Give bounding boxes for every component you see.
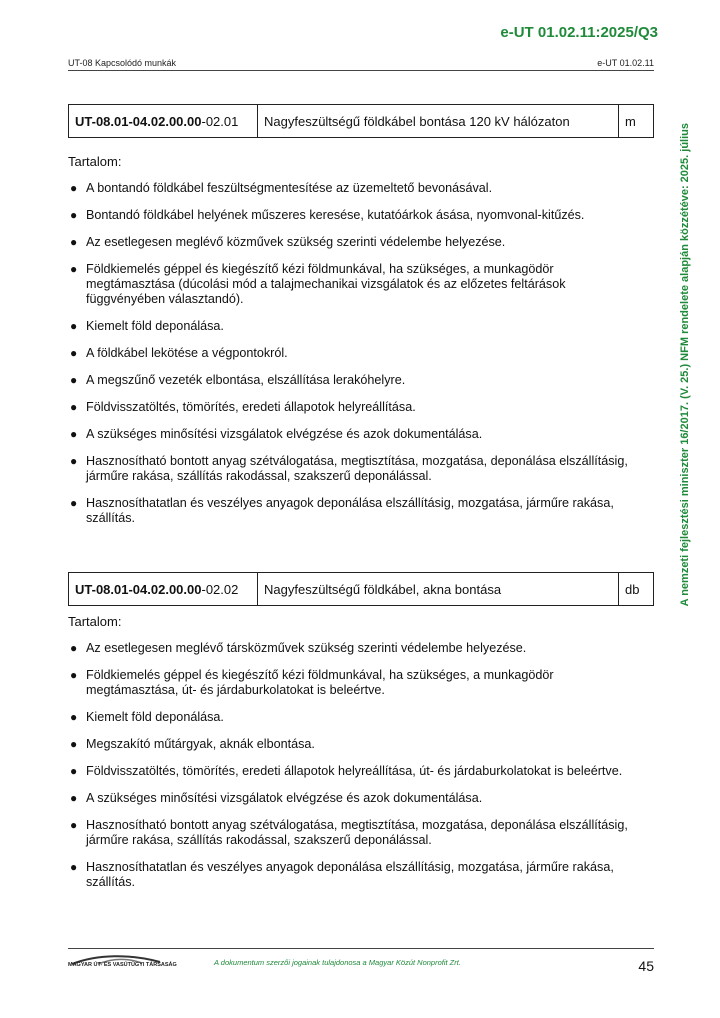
item-code [69,105,258,138]
list-item [68,791,628,806]
list-item-text: Bontandó földkábel helyének műszeres keresése, kutatóárkok ásása, nyomvonal-kitűzés. [86,208,585,222]
list-item-text: Az esetlegesen meglévő társközművek szükség szerinti védelembe helyezése. [86,641,527,655]
list-item-text: Hasznosíthatatlan és veszélyes anyagok deponálása elszállításig, mozgatása, járműre rakása, szállítás. [86,496,614,525]
doc-code: e-UT 01.02.11:2025/Q3 [500,24,658,41]
list-item [68,641,628,656]
list-item-text: Kiemelt föld deponálása. [86,710,224,724]
bullet-icon: ● [70,235,78,249]
bullet-icon: ● [70,427,78,441]
item-title: Nagyfeszültségű földkábel bontása 120 kV hálózaton [258,105,619,138]
bullet-icon: ● [70,710,78,724]
list-item [68,818,628,848]
bullet-icon: ● [70,791,78,805]
list-item-text: Az esetlegesen meglévő közművek szükség szerinti védelembe helyezése. [86,235,506,249]
list-item-text: A megszűnő vezeték elbontása, elszállítása lerakóhelyre. [86,373,406,387]
side-note [670,100,700,630]
list-item-text: Földvisszatöltés, tömörítés, eredeti állapotok helyreállítása, út- és járdaburkolatokat is beleértve. [86,764,623,778]
item-table-2 [68,572,654,606]
list-item-text: A bontandó földkábel feszültségmentesítése az üzemeltető bevonásával. [86,181,493,195]
header-divider [68,70,654,71]
item-code [69,573,258,606]
list-item [68,427,628,442]
bullet-icon: ● [70,373,78,387]
list-item [68,496,628,526]
item-code-suffix: -02.01 [201,113,239,129]
list-item [68,454,628,484]
page-number: 45 [638,958,654,974]
bullet-icon: ● [70,346,78,360]
list-item [68,235,628,250]
bullet-icon: ● [70,319,78,333]
doc-reference: e-UT 01.02.11 [597,58,654,68]
list-item-text: A földkábel lekötése a végpontokról. [86,346,288,360]
bullet-icon: ● [70,454,78,468]
content-label: Tartalom: [68,154,122,169]
list-item-text: Hasznosítható bontott anyag szétválogatása, megtisztítása, mozgatása, deponálása elszállításig, járműre rakása, szállítás rakodással, szakszerű deponálással. [86,818,628,847]
list-item-text: Földkiemelés géppel és kiegészítő kézi földmunkával, ha szükséges, a munkagödör megtámasztása (dúcolási mód a talajmechanikai vizsgálatok és az előzetes feltárások függvényében választandó). [86,262,566,306]
list-item-text: A szükséges minősítési vizsgálatok elvégzése és azok dokumentálása. [86,427,483,441]
list-item-text: Megszakító műtárgyak, aknák elbontása. [86,737,315,751]
list-item [68,262,628,307]
list-item [68,319,628,334]
bullet-icon: ● [70,668,78,682]
list-item [68,668,628,698]
list-item [68,710,628,725]
list-item-text: A szükséges minősítési vizsgálatok elvégzése és azok dokumentálása. [86,791,483,805]
item-code-bold: UT-08.01-04.02.00.00 [75,581,202,597]
item-unit: db [619,573,654,606]
bullet-icon: ● [70,860,78,874]
list-item-text: Földvisszatöltés, tömörítés, eredeti állapotok helyreállítása. [86,400,416,414]
bullet-icon: ● [70,737,78,751]
list-item-text: Hasznosíthatatlan és veszélyes anyagok deponálása elszállításig, mozgatása, járműre rakása, szállítás. [86,860,614,889]
item-table-1 [68,104,654,138]
content-list-1 [68,181,628,538]
content-list-2 [68,641,628,902]
bullet-icon: ● [70,764,78,778]
bullet-icon: ● [70,208,78,222]
content-label: Tartalom: [68,614,122,629]
list-item [68,346,628,361]
chapter-heading: UT-08 Kapcsolódó munkák [68,58,177,68]
list-item-text: Kiemelt föld deponálása. [86,319,224,333]
side-note-text: A nemzeti fejlesztési miniszter 16/2017. (V. 25.) NFM rendelete alapján közzétéve: 2025. július [679,123,691,607]
list-item [68,181,628,196]
list-item [68,764,628,779]
copyright-notice: A dokumentum szerzői jogainak tulajdonosa a Magyar Közút Nonprofit Zrt. [214,958,461,967]
list-item [68,860,628,890]
organization-logo-text: MAGYAR ÚT- ÉS VASÚTÜGYI TÁRSASÁG [68,962,177,968]
list-item [68,208,628,223]
bullet-icon: ● [70,400,78,414]
bullet-icon: ● [70,181,78,195]
item-title: Nagyfeszültségű földkábel, akna bontása [258,573,619,606]
list-item [68,373,628,388]
bullet-icon: ● [70,496,78,510]
bullet-icon: ● [70,818,78,832]
list-item [68,400,628,415]
bullet-icon: ● [70,262,78,276]
item-unit: m [619,105,654,138]
list-item-text: Földkiemelés géppel és kiegészítő kézi földmunkával, ha szükséges, a munkagödör megtámasztása, út- és járdaburkolatokat is beleértve. [86,668,554,697]
bullet-icon: ● [70,641,78,655]
item-code-bold: UT-08.01-04.02.00.00 [75,113,202,129]
item-code-suffix: -02.02 [201,581,239,597]
footer-divider [68,948,654,949]
list-item [68,737,628,752]
list-item-text: Hasznosítható bontott anyag szétválogatása, megtisztítása, mozgatása, deponálása elszállításig, járműre rakása, szállítás rakodással, szakszerű deponálással. [86,454,628,483]
